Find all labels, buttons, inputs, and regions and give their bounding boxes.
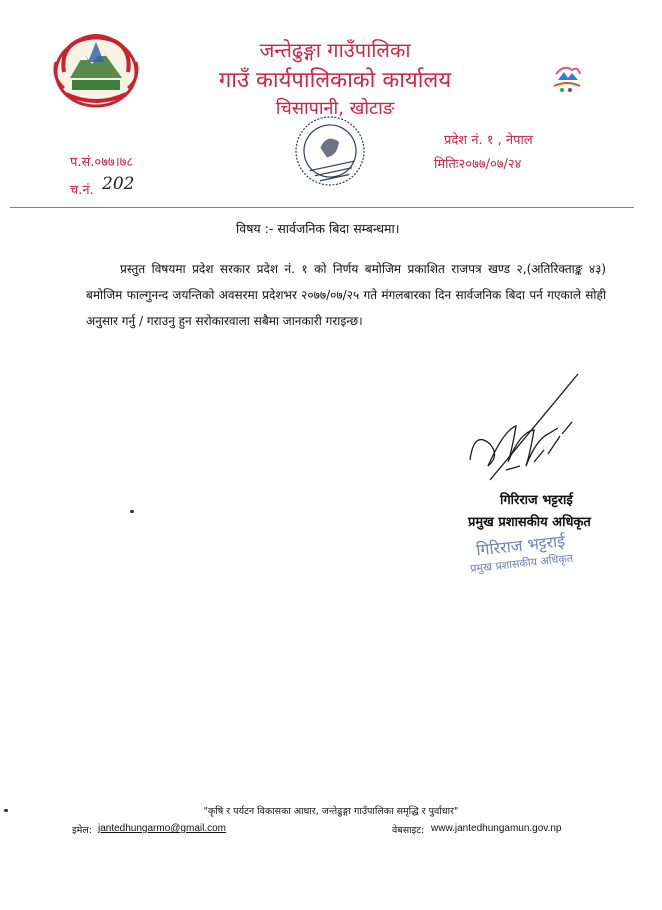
office-location: चिसापानी, खोटाङ bbox=[275, 98, 395, 119]
letter-body: प्रस्तुत विषयमा प्रदेश सरकार प्रदेश नं. १ को निर्णय बमोजिम प्रकाशित राजपत्र खण्ड २,(अतिरिक्ताङ्क ४३) बमोजिम फाल्गुनन्द जयन्तिको अवसरमा प्रदेशभर २०७७/०७/२५ गते मंगलबारका दिन सार्वजनिक बिदा पर्न गएकाले सोही अनुसार गर्नु / गराउनु हुन सरोकारवाला सबैमा जानकारी गराइन्छ। bbox=[86, 262, 606, 328]
nepal-emblem-icon bbox=[50, 28, 142, 110]
header-divider bbox=[10, 207, 634, 208]
province-label: प्रदेश नं. १ , नेपाल bbox=[444, 133, 533, 148]
signer-name: गिरिराज भट्टराई bbox=[500, 493, 573, 508]
website-link[interactable]: www.jantedhungamun.gov.np bbox=[431, 823, 562, 834]
dispatch-number-handwritten: 202 bbox=[102, 174, 135, 194]
letter-number-label: प.सं.०७७।७८ bbox=[70, 155, 134, 170]
letter-date: मितिः२०७७/०७/२४ bbox=[434, 157, 522, 172]
letter-subject: विषय :- सार्वजनिक बिदा सम्बन्धमा। bbox=[236, 221, 400, 236]
dispatch-number-label: च.नं. bbox=[70, 183, 94, 198]
email-label: इमेल: bbox=[72, 825, 92, 836]
signer-title: प्रमुख प्रशासकीय अधिकृत bbox=[468, 515, 591, 530]
seal-title-stamp: प्रमुख प्रशासकीय अधिकृत bbox=[469, 551, 574, 576]
footer-motto: "कृषि र पर्यटन विकासका आधार, जन्तेढुङ्गा गाउँपालिका समृद्धि र पुर्वाधार" bbox=[203, 806, 459, 817]
visit-nepal-logo-icon bbox=[548, 60, 586, 96]
email-link[interactable]: jantedhungarmo@gmail.com bbox=[98, 823, 226, 834]
handwritten-signature-icon bbox=[460, 370, 600, 490]
municipality-name: जन्तेढुङ्गा गाउँपालिका bbox=[259, 38, 411, 62]
seal-name-stamp: गिरिराज भट्टराई bbox=[475, 531, 566, 560]
office-name: गाउँ कार्यपालिकाको कार्यालय bbox=[218, 68, 452, 93]
scan-speck bbox=[130, 510, 134, 513]
website-label: वेबसाइट: bbox=[392, 825, 425, 836]
office-stamp-icon bbox=[286, 112, 374, 190]
